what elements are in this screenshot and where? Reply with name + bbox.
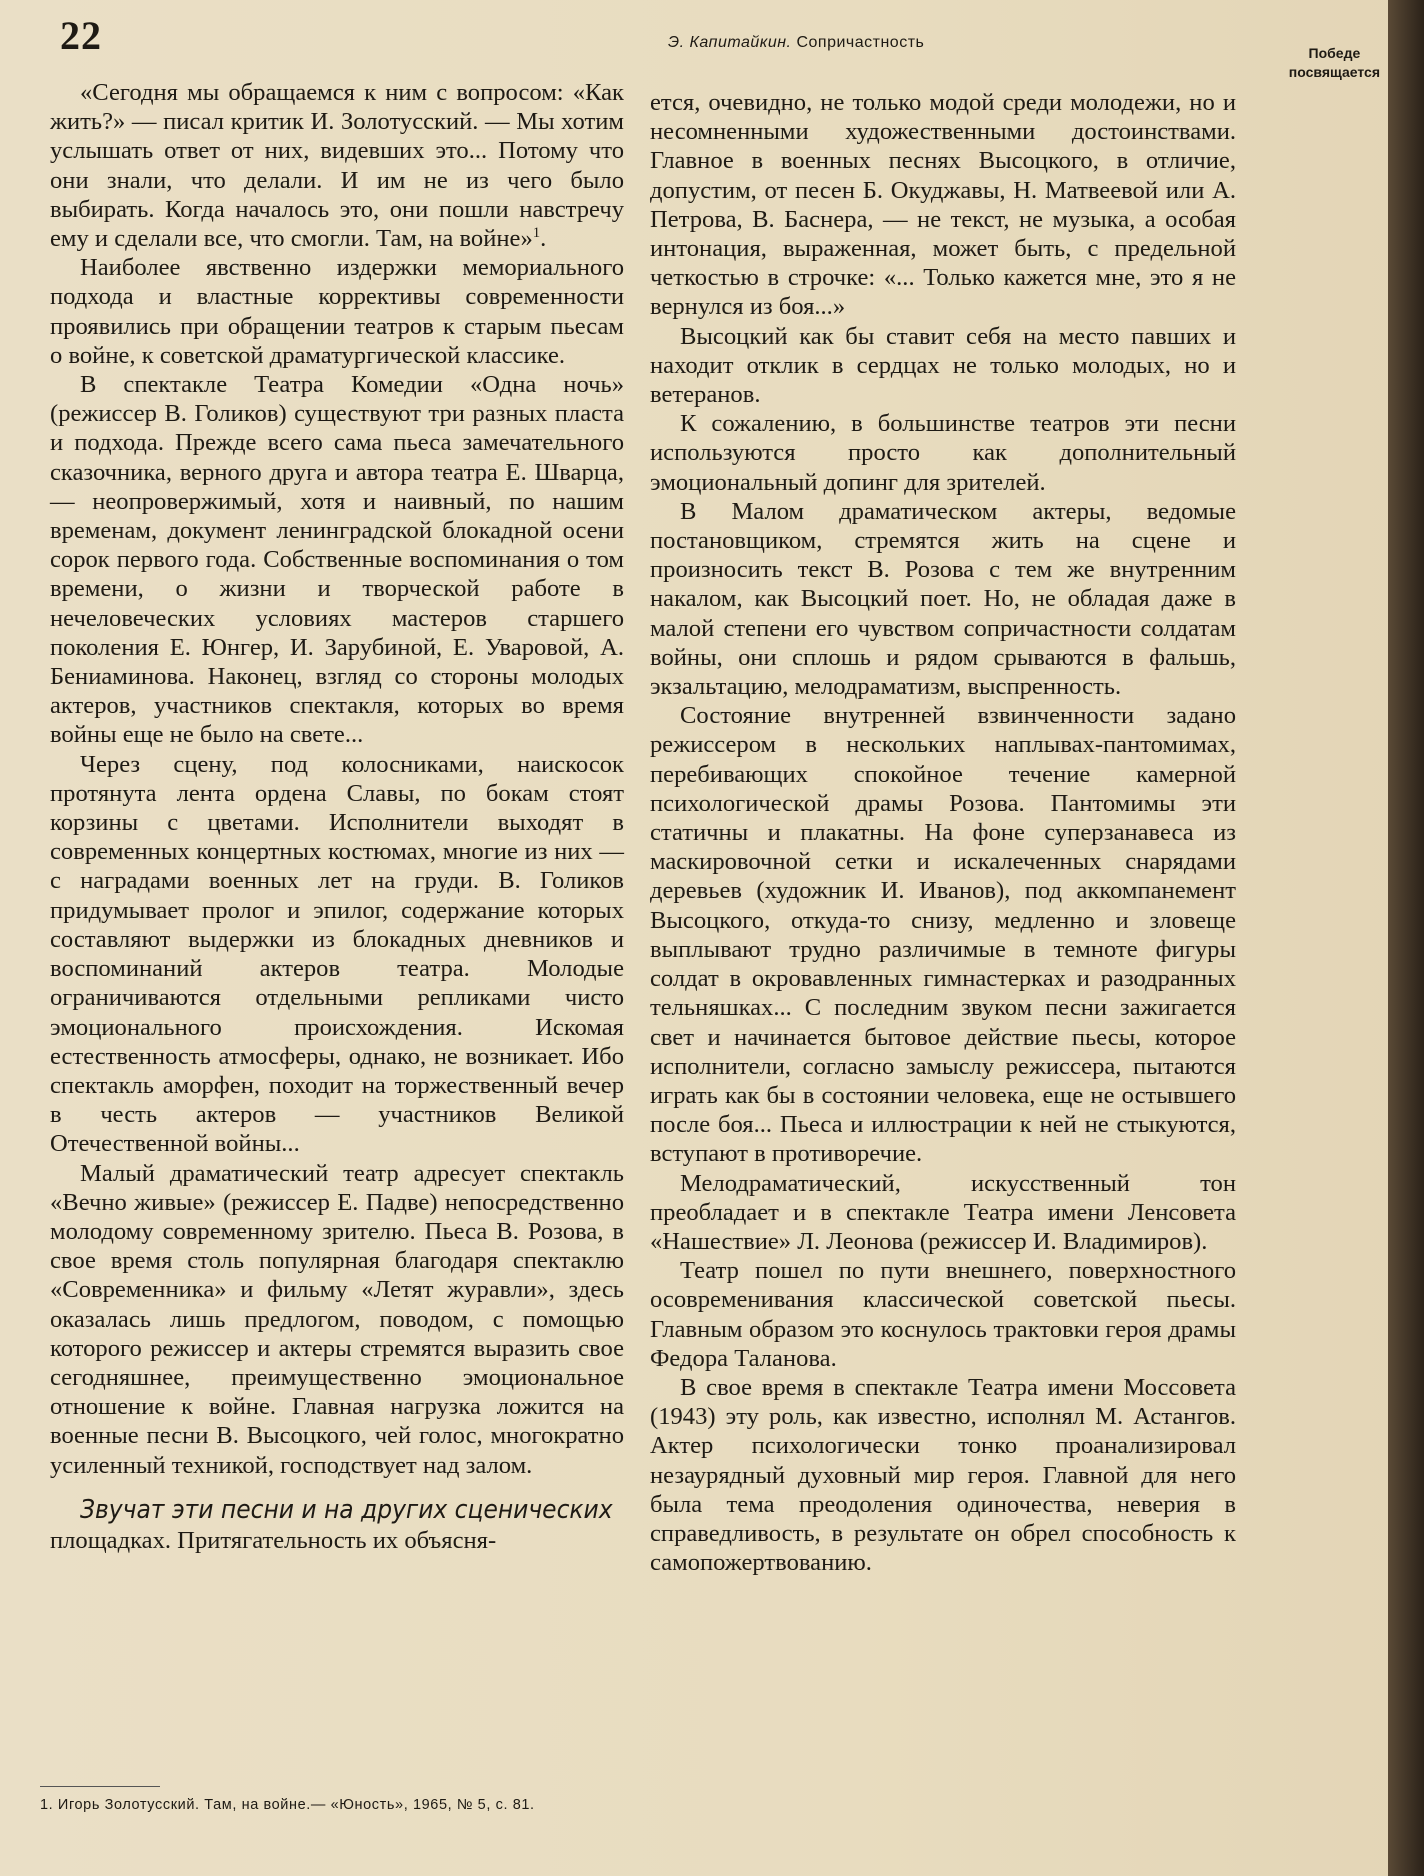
left-column <box>50 78 624 1555</box>
side-note-line-1: Победе <box>1308 45 1361 61</box>
paragraph: Высоцкий как бы ставит себя на место павших и находит отклик в сердцах не только молодых, но и ветеранов. <box>650 322 1236 409</box>
paragraph: В свое время в спектакле Театра имени Моссовета (1943) эту роль, как известно, исполнял М. Астангов. Актер психологически тонко проанализировал незаурядный духовный мир героя. Главной для него была тема преодоления одиночества, неверия в справедливость, в результате он обрел способность к самопожертвованию. <box>650 1373 1236 1577</box>
paragraph: В спектакле Театра Комедии «Одна ночь» (режиссер В. Голиков) существуют три разных пласта и подхода. Прежде всего сама пьеса замечательного сказочника, верного друга и автора театра Е. Шварца, — неопровержимый, хотя и наивный, по нашим временам, документ ленинградской блокадной осени сорок первого года. Собственные воспоминания о том времени, о жизни и творческой работе в нечеловеческих условиях мастеров старшего поколения Е. Юнгер, И. Зарубиной, Е. Уваровой, А. Бениаминова. Наконец, взгляд со стороны молодых актеров, участников спектакля, которых во время войны еще не было на свете... <box>50 371 624 749</box>
paragraph: Наиболее явственно издержки мемориального подхода и властные коррективы современности проявились при обращении театров к старым пьесам о войне, к советской драматургической классике. <box>50 254 624 369</box>
page-number: 22 <box>60 13 102 58</box>
footnote-marker: 1 <box>532 224 541 241</box>
paragraph: Театр пошел по пути внешнего, поверхностного осовременивания классической советской пьесы. Главным образом это коснулось трактовки героя драмы Федора Таланова. <box>650 1257 1236 1372</box>
side-note-line-2: посвящается <box>1288 64 1380 80</box>
paragraph: Мелодраматический, искусственный тон преобладает и в спектакле Театра имени Ленсовета «Нашествие» Л. Леонова (режиссер И. Владимиров). <box>650 1169 1236 1255</box>
paragraph: ется, очевидно, не только модой среди молодежи, но и несомненными художественными достоинствами. Главное в военных песнях Высоцкого, в отличие, допустим, от песен Б. Окуджавы, Н. Матвеевой или А. Петрова, В. Баснера, — не текст, не музыка, а особая интонация, выраженная, может быть, с предельной четкостью в строчке: «... Только кажется мне, это я не вернулся из боя...» <box>650 89 1236 321</box>
paragraph-italic-lead: Звучат эти песни и на других сценических <box>80 1494 613 1525</box>
page-edge-shadow <box>1388 0 1424 1876</box>
running-head <box>668 34 924 52</box>
paragraph: Состояние внутренней взвинченности задано режиссером в нескольких наплывах-пантомимах, перебивающих спокойное течение камерной психологической драмы Розова. Пантомимы эти статичны и плакатны. На фоне суперзанавеса из маскировочной сетки и искалеченных снарядами деревьев (художник И. Иванов), под аккомпанемент Высоцкого, откуда-то снизу, медленно и зловеще выплывают трудно различимые в темноте фигуры солдат в окровавленных гимнастерках и разодранных тельняшках... С последним звуком песни зажигается свет и начинается бытовое действие пьесы, которое исполнители, согласно замыслу режиссера, пытаются играть как бы в состоянии человека, еще не остывшего после боя... Пьеса и иллюстрации к ней не стыкуются, вступают в противоречие. <box>650 702 1236 1168</box>
paragraph: К сожалению, в большинстве театров эти песни используются просто как дополнительный эмоциональный допинг для зрителей. <box>650 410 1236 496</box>
footnote-rule <box>40 1786 160 1787</box>
running-head-author: Э. Капитайкин. <box>668 34 792 51</box>
running-head-title: Сопричастность <box>796 34 925 51</box>
side-note <box>1289 44 1380 82</box>
paragraph: Малый драматический театр адресует спектакль «Вечно живые» (режиссер Е. Падве) непосредственно молодому современному зрителю. Пьеса В. Розова, в свое время столь популярная благодаря спектаклю «Современника» и фильму «Летят журавли», здесь оказалась лишь предлогом, поводом, с помощью которого режиссер и актеры стремятся выразить свое сегодняшнее, преимущественно эмоциональное отношение к войне. Главная нагрузка ложится на военные песни В. Высоцкого, чей голос, многократно усиленный техникой, господствует над залом. <box>50 1159 624 1479</box>
paragraph: В Малом драматическом актеры, ведомые постановщиком, стремятся жить на сцене и произносить текст В. Розова с тем же внутренним накалом, как Высоцкий поет. Но, не обладая даже в малой степени его чувством сопричастности солдатам войны, они сплошь и рядом срываются в фальшь, экзальтацию, мелодраматизм, выспренность. <box>650 497 1236 701</box>
paragraph-continuation: площадках. Притягательность их объясня- <box>50 1526 497 1554</box>
paragraph: Через сцену, под колосниками, наискосок протянута лента ордена Славы, по бокам стоят корзины с цветами. Исполнители выходят в современных концертных костюмах, многие из них — с наградами военных лет на груди. В. Голиков придумывает пролог и эпилог, содержание которых составляют выдержки из блокадных дневников и воспоминаний актеров театра. Молодые ограничиваются отдельными репликами чисто эмоционального происхождения. Искомая естественность атмосферы, однако, не возникает. Ибо спектакль аморфен, походит на торжественный вечер в честь актеров — участников Великой Отечественной войны... <box>50 750 624 1158</box>
footnote: 1. Игорь Золотусский. Там, на войне.— «Юность», 1965, № 5, с. 81. <box>40 1797 535 1813</box>
right-column <box>650 88 1236 1577</box>
paragraph: «Сегодня мы обращаемся к ним с вопросом: «Как жить?» — писал критик И. Золотусский. — Мы хотим услышать ответ от них, видевших это... Потому что они знали, что делали. И им не из чего было выбирать. Когда началось это, они пошли навстречу ему и сделали все, что смогли. Там, на войне»$^1$. <box>50 79 624 253</box>
